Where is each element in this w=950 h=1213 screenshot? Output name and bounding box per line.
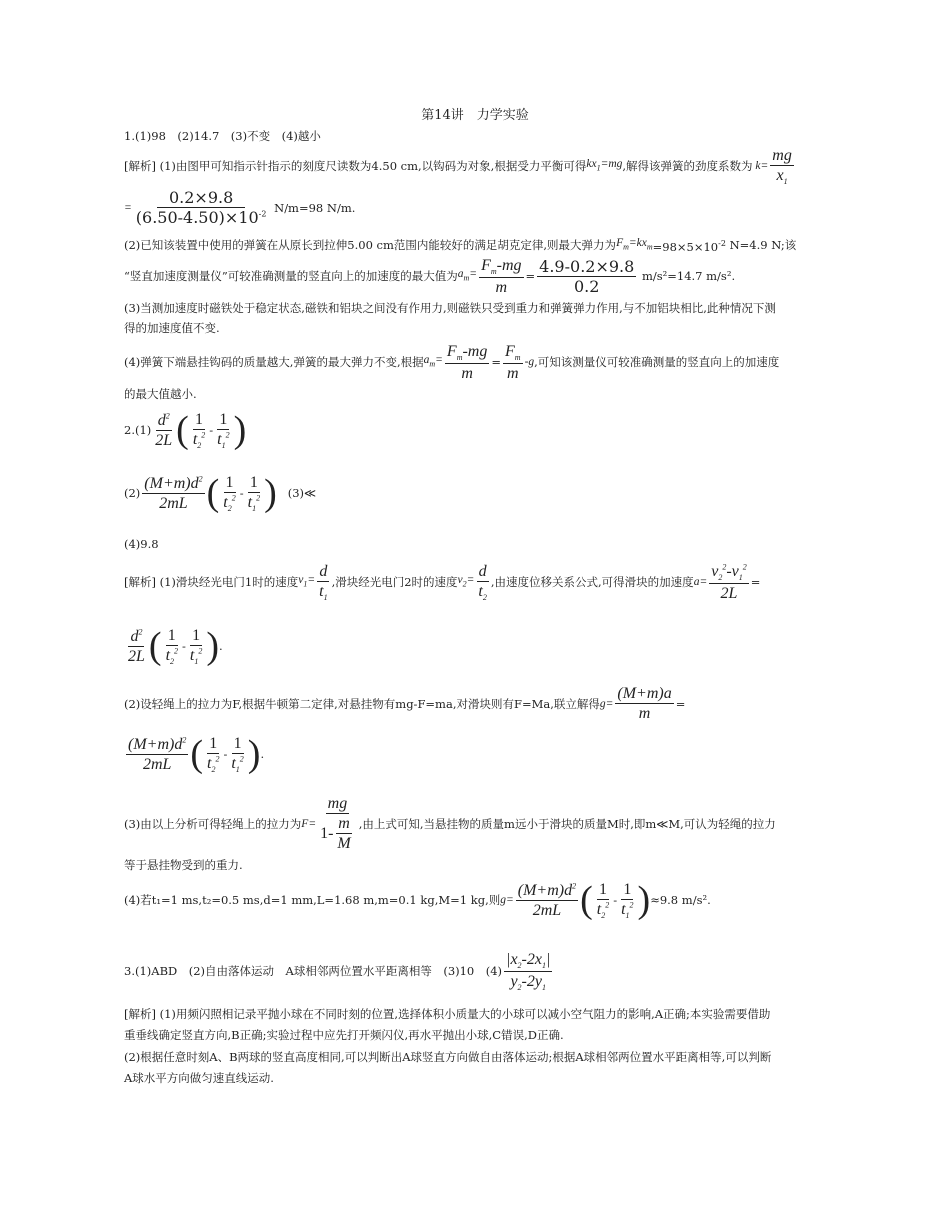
- q1-p4-line1a: (4)弹簧下端悬挂钩码的质量越大,弹簧的最大弹力不变,根据: [124, 355, 424, 370]
- q2-p3a: (3)由以上分析可得轻绳上的拉力为: [124, 816, 302, 831]
- q3-p1-line2: 重垂线确定竖直方向,B正确;实验过程中应先打开频闪仪,再水平抛出小球,C错误,D正确.: [124, 1028, 564, 1042]
- q2-p2a: (2)设轻绳上的拉力为F,根据牛顿第二定律,对悬挂物有mg-F=ma,对滑块则有F=Ma,联立解得: [124, 696, 600, 711]
- q1-p1-unit: N/m=98 N/m.: [274, 200, 356, 215]
- q1-analysis-4: (4)弹簧下端悬挂钩码的质量越大,弹簧的最大弹力不变,根据 $a_m=$ $\frac{F_m-mg}{m}$ = $\frac{F_m}{m}$ -g ,可知该测量仪可较准确测量的竖直向上的加速度: [124, 343, 780, 382]
- q2-a1-label: 2.(1): [124, 423, 152, 438]
- q2-analysis-3: (3)由以上分析可得轻绳上的拉力为 F= mg 1- $\frac{m}{M}$ ,由上式可知,当悬挂物的质量m远小于滑块的质量M时,即m≪M,可认为轻绳的拉力: [124, 795, 776, 853]
- q1-analysis-1-calc: = $\frac{0.2\times 9.8}{(6.50-4.50)\times 10^{-2}}$ N/m=98 N/m.: [124, 188, 356, 228]
- q2-p4a: (4)若t₁=1 ms,t₂=0.5 ms,d=1 mm,L=1.68 m,m=0.1 kg,M=1 kg,则: [124, 893, 501, 908]
- q3-p2-line2: A球水平方向做匀速直线运动.: [124, 1071, 274, 1085]
- q2-a3-label: (3)≪: [287, 486, 317, 501]
- q2-p3c: 等于悬挂物受到的重力.: [124, 858, 243, 872]
- q1-p4-line2: 的最大值越小.: [124, 387, 197, 401]
- q1-p3-line1: (3)当测加速度时磁铁处于稳定状态,磁铁和铝块之间没有作用力,则磁铁只受到重力和弹簧弹力作用,与不加铝块相比,此种情况下测: [124, 301, 776, 315]
- q2-answer-4: (4)9.8: [124, 537, 159, 551]
- q1-p3-line2: 得的加速度值不变.: [124, 321, 220, 335]
- q1-p1a: [解析] (1)由图甲可知指示针指示的刻度尺读数为4.50 cm,以钩码为对象,根据受力平衡可得: [124, 159, 587, 174]
- q2-answer-1: 2.(1) $\frac{d^2}{2L}$ ( $\frac{1}{t_2^2}$ - $\frac{1}{t_1^2}$ ): [124, 409, 247, 452]
- q2-p1c: ,由速度位移关系公式,可得滑块的加速度: [490, 575, 694, 590]
- q1-formula-k-value: $\frac{0.2\times 9.8}{(6.50-4.50)\times 10^{-2}}$: [135, 188, 267, 228]
- q2-p1b: ,滑块经光电门2时的速度: [331, 575, 458, 590]
- q1-analysis-1: [解析] (1)由图甲可知指示针指示的刻度尺读数为4.50 cm,以钩码为对象,根据受力平衡可得 $kx_1=mg$ ,解得该弹簧的劲度系数为 k= $\frac{mg}{x_1}$: [124, 147, 792, 187]
- page-title: 第14讲 力学实验: [421, 108, 529, 123]
- q1-p2-line2b: m/s²=14.7 m/s².: [641, 269, 736, 284]
- q2-p1a: [解析] (1)滑块经光电门1时的速度: [124, 575, 299, 590]
- q1-p4-line1b: ,可知该测量仪可较准确测量的竖直向上的加速度: [534, 355, 780, 370]
- q2-answer-2: (2) $\frac{(M+m)d^2}{2mL}$ ( $\frac{1}{t_2^2}$ - $\frac{1}{t_1^2}$ ) (3)≪: [124, 472, 317, 515]
- q1-p2-line1: (2)已知该装置中使用的弹簧在从原长到拉伸5.00 cm范围内能较好的满足胡克定律,则最大弹力为: [124, 238, 617, 253]
- q1-analysis-2: (2)已知该装置中使用的弹簧在从原长到拉伸5.00 cm范围内能较好的满足胡克定律,则最大弹力为 $F_m=kx_m$ $=98\times 5\times 10^{-2}$ N=4.9 N;该: [124, 237, 797, 254]
- q1-formula-am2: $\frac{F_m-mg}{m}$: [446, 343, 488, 382]
- q2-analysis-2: (2)设轻绳上的拉力为F,根据牛顿第二定律,对悬挂物有mg-F=ma,对滑块则有F=Ma,联立解得 g= $\frac{(M+m)a}{m}$ =: [124, 685, 686, 723]
- q2-p4b: ≈9.8 m/s².: [650, 893, 711, 908]
- q3-answer-text: 3.(1)ABD (2)自由落体运动 A球相邻两位置水平距离相等 (3)10 (4): [124, 964, 503, 979]
- q3-answer: 3.(1)ABD (2)自由落体运动 A球相邻两位置水平距离相等 (3)10 (4) $\frac{|x_2-2x_1|}{y_2-2y_1}$: [124, 951, 551, 992]
- q2-analysis-1-result: $\frac{d^2}{2L}$ ( $\frac{1}{t_2^2}$ - $\frac{1}{t_1^2}$ ) .: [128, 625, 223, 668]
- q1-formula-k: $\frac{mg}{x_1}$: [772, 147, 792, 187]
- q1-answer: 1.(1)98 (2)14.7 (3)不变 (4)越小: [124, 129, 321, 143]
- q2-p3b: ,由上式可知,当悬挂物的质量m远小于滑块的质量M时,即m≪M,可认为轻绳的拉力: [358, 816, 776, 831]
- q2-analysis-1: [解析] (1)滑块经光电门1时的速度 $v_1=$ $\frac{d}{t_1}$ ,滑块经光电门2时的速度 $v_2=$ $\frac{d}{t_2}$ ,由速度位移关系公式,可得滑块的加速度 a= $\frac{v_2^2-v_1^2}{2L}$ =: [124, 562, 761, 603]
- q3-p1-line1: [解析] (1)用频闪照相记录平抛小球在不同时刻的位置,选择体积小质量大的小球可以减小空气阻力的影响,A正确;本实验需要借助: [124, 1007, 771, 1021]
- q1-analysis-2b: “竖直加速度测量仪”可较准确测量的竖直向上的加速度的最大值为 $a_m=$ $\frac{F_m-mg}{m}$ = $\frac{4.9-0.2\times 9.8}{0.2}$ m/s²=14.7 m/s².: [124, 256, 736, 296]
- q2-analysis-4: (4)若t₁=1 ms,t₂=0.5 ms,d=1 mm,L=1.68 m,m=0.1 kg,M=1 kg,则 g= $\frac{(M+m)d^2}{2mL}$ ( $\frac{1}{t_2^2}$ - $\frac{1}{t_1^2}$ ) ≈9.8 m/s².: [124, 879, 711, 922]
- q1-formula-fm-m: $\frac{F_m}{m}$: [505, 343, 521, 382]
- q2-a2-label: (2): [124, 486, 141, 501]
- q3-p2-line1: (2)根据任意时刻A、B两球的竖直高度相同,可以判断出A球竖直方向做自由落体运动;根据A球相邻两位置水平距离相等,可以判断: [124, 1050, 772, 1064]
- q1-formula-am-value: $\frac{4.9-0.2\times 9.8}{0.2}$: [539, 256, 635, 296]
- q1-formula-am: $\frac{F_m-mg}{m}$: [481, 257, 522, 296]
- q1-p2-line2a: “竖直加速度测量仪”可较准确测量的竖直向上的加速度的最大值为: [124, 269, 458, 284]
- q1-p1b: ,解得该弹簧的劲度系数为: [622, 159, 753, 174]
- q1-p2-line1b: N=4.9 N;该: [729, 238, 797, 253]
- q2-analysis-2-result: $\frac{(M+m)d^2}{2mL}$ ( $\frac{1}{t_2^2}$ - $\frac{1}{t_1^2}$ ) .: [128, 733, 265, 776]
- q1-formula-kx: $kx_1=mg$: [586, 158, 623, 173]
